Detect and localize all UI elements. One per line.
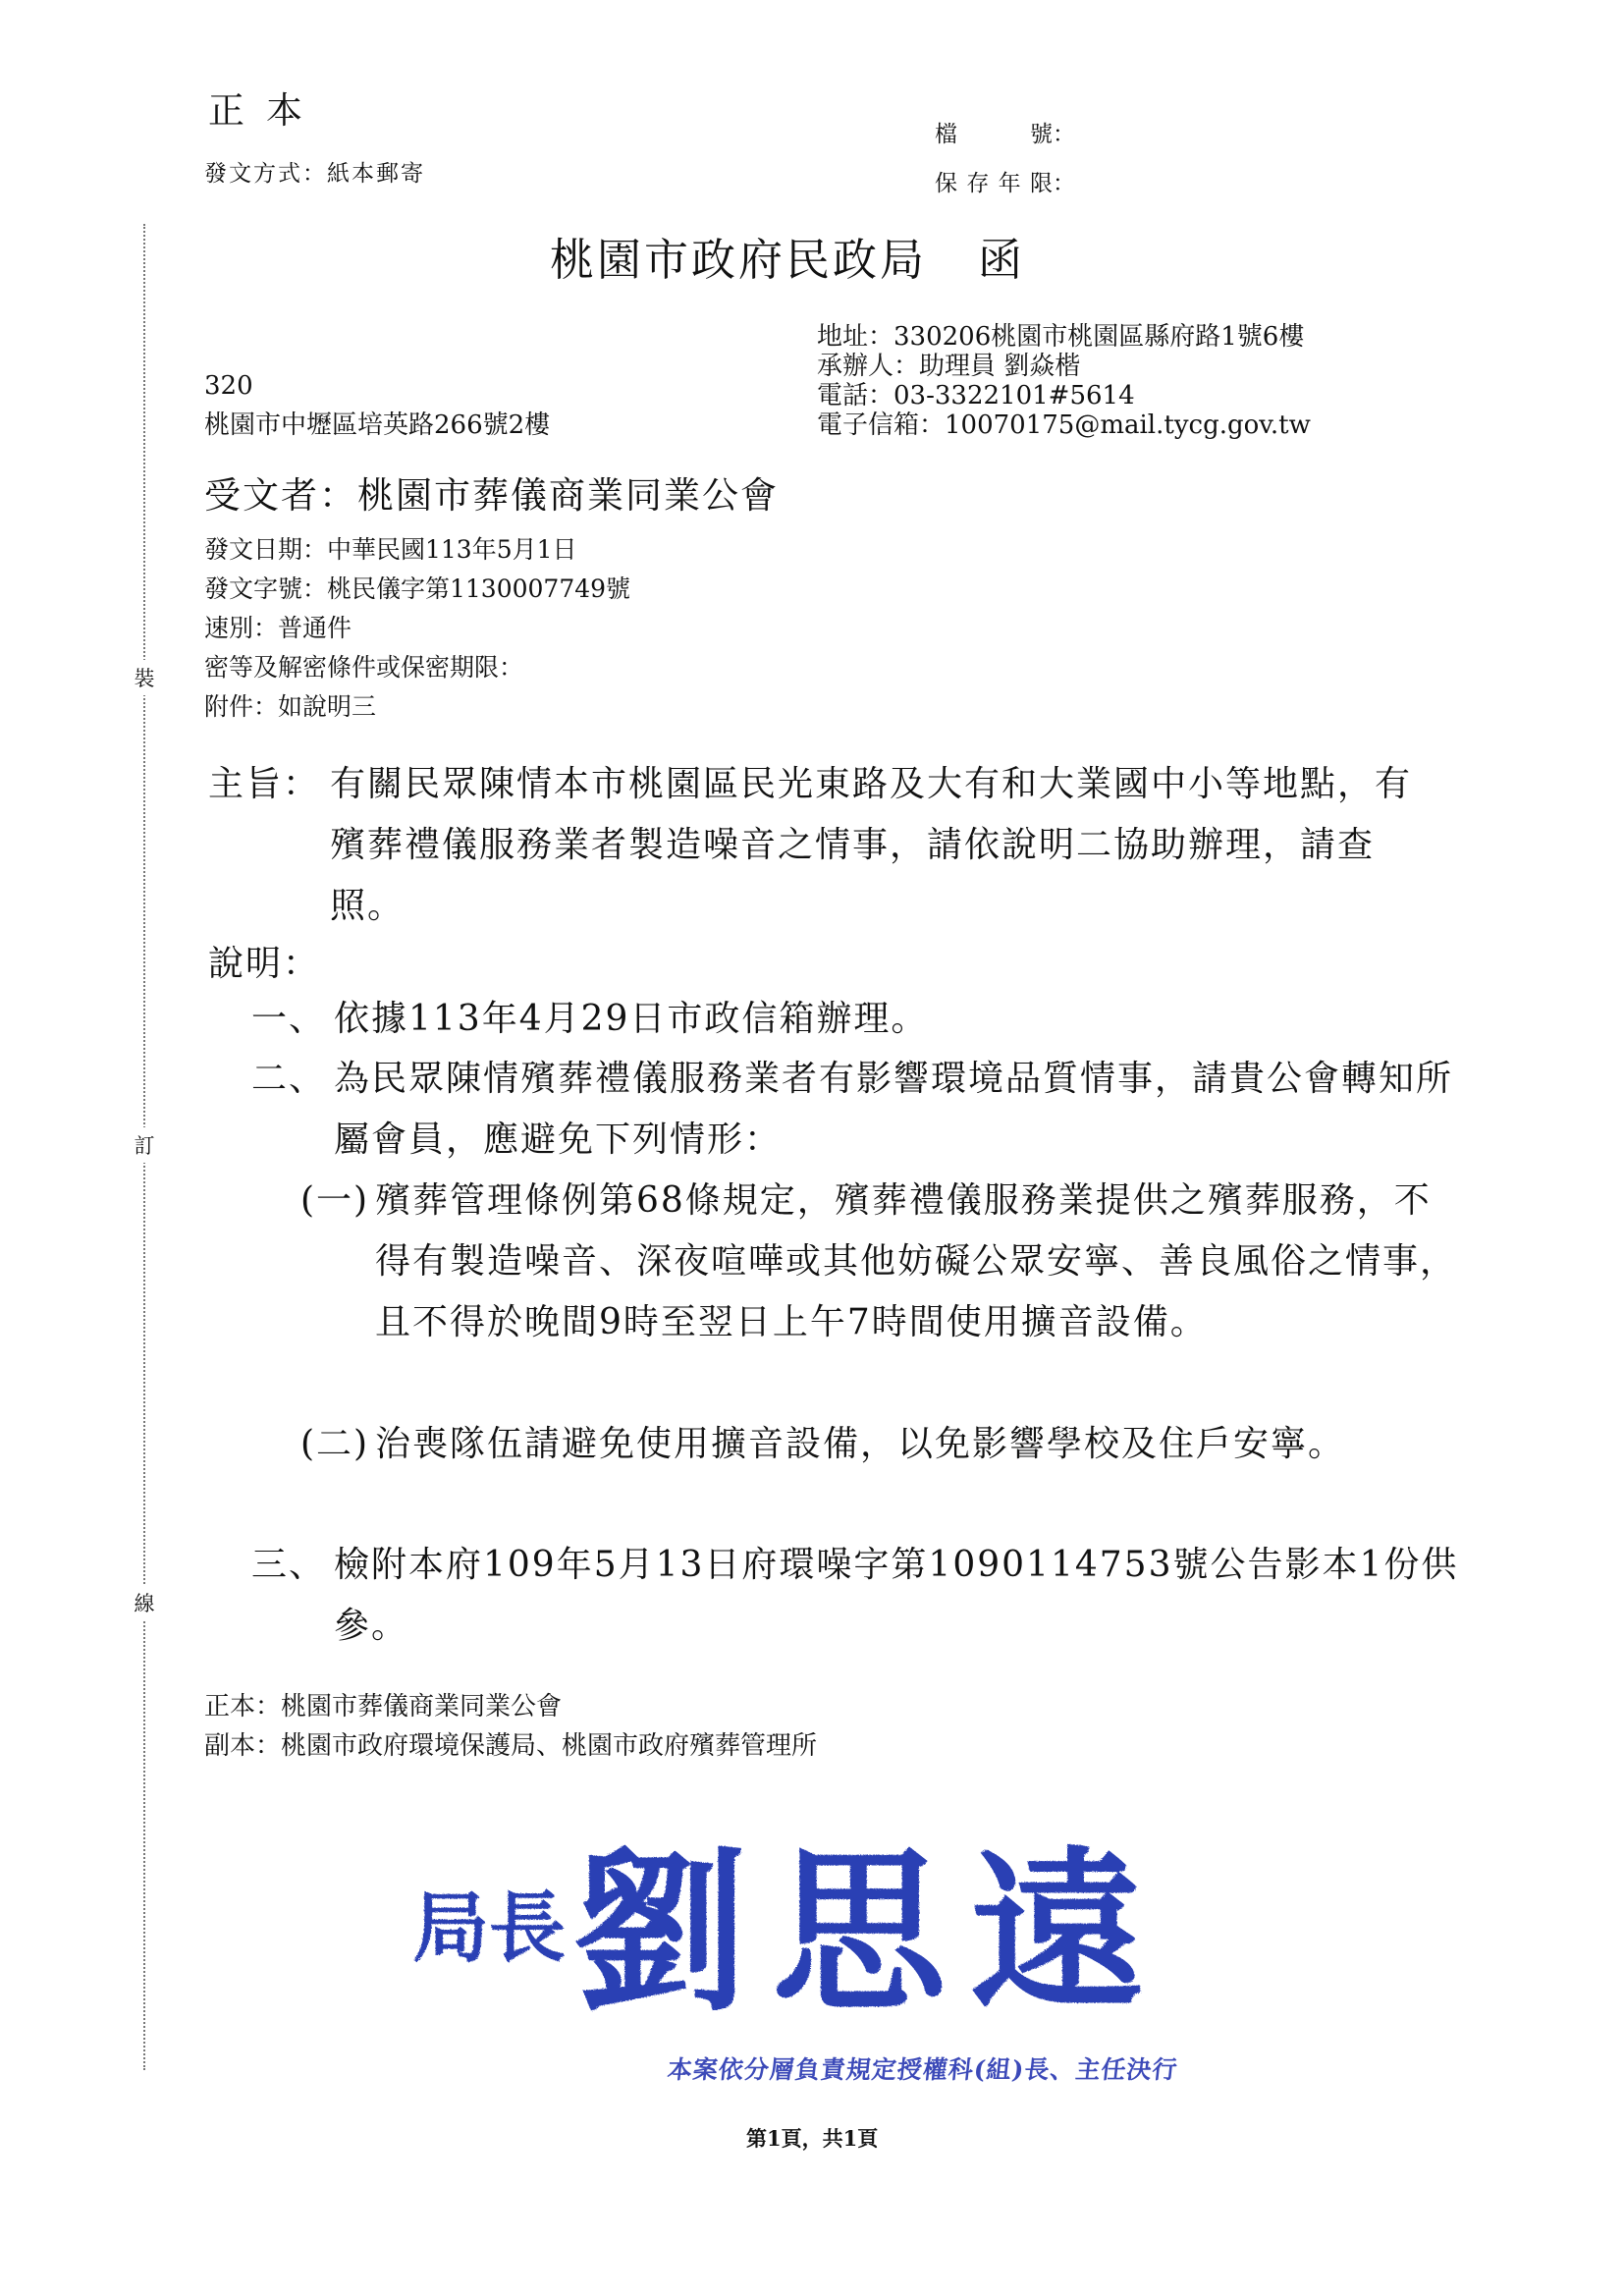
subject-text: 有關民眾陳情本市桃園區民光東路及大有和大業國中小等地點，有殯葬禮儀服務業者製造噪音之情事，請依說明二協助辦理，請查照。 bbox=[330, 764, 1413, 926]
subitem-text: 殯葬管理條例第68條規定，殯葬禮儀服務業提供之殯葬服務，不得有製造噪音、深夜喧嘩或其他妨礙公眾安寧、善良風俗之情事，且不得於晚間9時至翌日上午7時間使用擴音設備。 bbox=[375, 1180, 1458, 1342]
document-metadata bbox=[204, 530, 630, 727]
retention-period: 保存年限： bbox=[935, 165, 1075, 197]
sender-phone: 電話：03-3322101#5614 bbox=[817, 381, 1135, 410]
document-number: 發文字號：桃民儀字第1130007749號 bbox=[204, 574, 631, 603]
delegation-stamp: 本案依分層負責規定授權科(組)長、主任決行 bbox=[666, 2055, 1180, 2084]
binding-mark-staple: 訂 bbox=[134, 1127, 155, 1163]
recipient: 受文者：桃園市葬儀商業同業公會 bbox=[204, 474, 779, 517]
retention-label: 保存年限 bbox=[935, 171, 1053, 196]
item-number: 二、 bbox=[251, 1059, 327, 1099]
send-method: 發文方式：紙本郵寄 bbox=[204, 161, 425, 187]
director-signature-stamp bbox=[405, 1807, 1219, 2043]
archive-label: 檔號 bbox=[935, 122, 1053, 147]
item-number: 三、 bbox=[251, 1545, 327, 1585]
sender-email: 電子信箱：10070175@mail.tycg.gov.tw bbox=[817, 410, 1311, 440]
item-number: 一、 bbox=[251, 999, 327, 1039]
explanation-subitem-1 bbox=[300, 1171, 1459, 1353]
archive-number: 檔號： bbox=[935, 116, 1075, 148]
receiver-address: 桃園市中壢區培英路266號2樓 bbox=[204, 410, 551, 440]
secrecy-class: 密等及解密條件或保密期限： bbox=[204, 653, 524, 682]
document-title bbox=[550, 224, 1025, 288]
original-recipient: 正本：桃園市葬儀商業同業公會 bbox=[204, 1692, 563, 1721]
subitem-number: (一) bbox=[300, 1180, 370, 1221]
explanation-item-3 bbox=[251, 1535, 1459, 1657]
sender-block bbox=[817, 322, 1311, 440]
signature-title-text: 局長 bbox=[412, 1884, 567, 1973]
speed-class: 速別：普通件 bbox=[204, 614, 352, 642]
document-type: 函 bbox=[978, 234, 1026, 286]
page-number: 第1頁，共1頁 bbox=[746, 2126, 879, 2151]
item-text: 檢附本府109年5月13日府環噪字第1090114753號公告影本1份供參。 bbox=[334, 1545, 1459, 1646]
binding-mark-bind: 裝 bbox=[134, 660, 155, 695]
distribution-list bbox=[204, 1687, 817, 1766]
subitem-text: 治喪隊伍請避免使用擴音設備，以免影響學校及住戶安寧。 bbox=[375, 1424, 1346, 1464]
subject bbox=[208, 754, 1445, 937]
agency-name: 桃園市政府民政局 bbox=[550, 234, 928, 286]
explanation-item-2 bbox=[251, 1049, 1459, 1171]
copy-recipients: 副本：桃園市政府環境保護局、桃園市政府殯葬管理所 bbox=[204, 1731, 818, 1761]
explanation-label: 說明： bbox=[208, 944, 321, 984]
sender-address: 地址：330206桃園市桃園區縣府路1號6樓 bbox=[817, 322, 1305, 352]
receiver-zip: 320 bbox=[204, 371, 253, 401]
subitem-number: (二) bbox=[300, 1424, 370, 1464]
sender-handler: 承辦人：助理員 劉焱楷 bbox=[817, 352, 1081, 381]
issue-date: 發文日期：中華民國113年5月1日 bbox=[204, 535, 577, 564]
binding-mark-line: 線 bbox=[134, 1585, 155, 1620]
subject-label: 主旨： bbox=[208, 764, 321, 804]
explanation-item-1 bbox=[251, 989, 1459, 1050]
item-text: 依據113年4月29日市政信箱辦理。 bbox=[334, 999, 929, 1039]
signature-name-text: 劉思遠 bbox=[573, 1830, 1168, 2035]
attachment: 附件：如說明三 bbox=[204, 692, 377, 721]
item-text: 為民眾陳情殯葬禮儀服務業者有影響環境品質情事，請貴公會轉知所屬會員，應避免下列情形： bbox=[334, 1059, 1454, 1160]
copy-type: 正本 bbox=[208, 89, 324, 132]
explanation-subitem-2 bbox=[300, 1414, 1459, 1475]
